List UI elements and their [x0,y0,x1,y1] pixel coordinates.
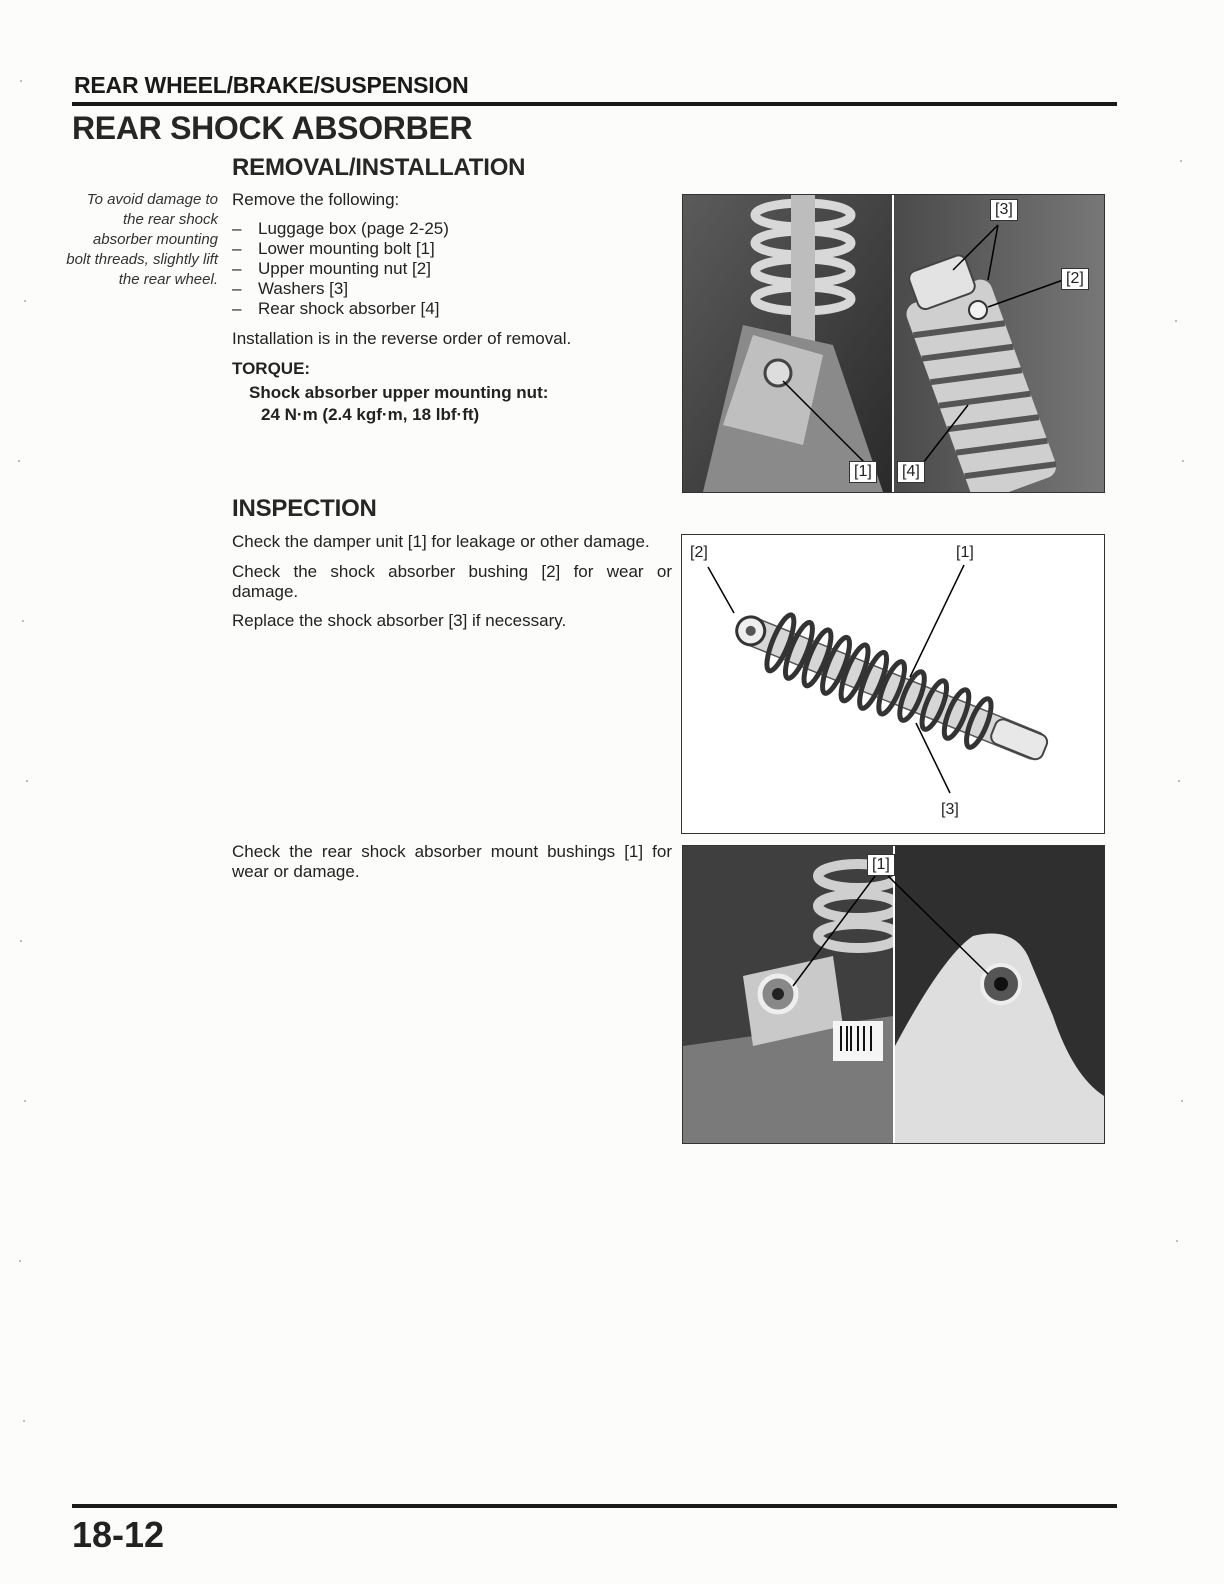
shock-absorber-figure [681,534,1105,834]
removal-list [232,219,449,319]
torque-value: 24 N·m (2.4 kgf·m, 18 lbf·ft) [261,405,480,424]
header-rule [72,102,1117,106]
page-title: REAR SHOCK ABSORBER [72,110,473,146]
shock-absorber-drawing [682,535,1104,833]
list-item: – Luggage box (page 2-25) [232,219,449,238]
inspection-heading: INSPECTION [232,495,377,522]
callout-label: [2] [690,544,708,561]
removal-photo [682,194,1105,493]
callout-label: [3] [941,801,959,818]
mount-bushings-drawing [683,846,1104,1143]
installation-note: Installation is in the reverse order of removal. [232,329,572,348]
section-header: REAR WHEEL/BRAKE/SUSPENSION [74,72,469,98]
footer-rule [72,1504,1117,1508]
callout-label: [1] [956,544,974,561]
torque-item: Shock absorber upper mounting nut: [249,383,549,402]
callout-label: [3] [990,199,1018,221]
callout-label: [2] [1061,268,1089,290]
removal-heading: REMOVAL/INSTALLATION [232,154,526,181]
mount-bushings-photo [682,845,1105,1144]
list-item: – Upper mounting nut [2] [232,259,431,278]
callout-label: [1] [867,854,895,876]
inspection-para-1: Check the damper unit [1] for leakage or other damage. [232,532,650,551]
list-item: – Washers [3] [232,279,349,298]
list-item: – Lower mounting bolt [1] [232,239,435,258]
side-note: To avoid damage to the rear shock absorber mounting bolt threads, slightly lift the rear wheel. [66,191,218,288]
mount-para: Check the rear shock absorber mount bushings [1] for wear or damage. [232,842,672,881]
inspection-para-3: Replace the shock absorber [3] if necessary. [232,611,567,630]
callout-label: [1] [849,461,877,483]
callout-label: [4] [897,461,925,483]
removal-intro: Remove the following: [232,190,400,209]
page-number: 18-12 [72,1514,165,1555]
removal-photo-drawing [683,195,1104,492]
inspection-para-2: Check the shock absorber bushing [2] for wear or damage. [232,562,672,601]
torque-label: TORQUE: [232,359,311,378]
list-item: – Rear shock absorber [4] [232,299,440,318]
